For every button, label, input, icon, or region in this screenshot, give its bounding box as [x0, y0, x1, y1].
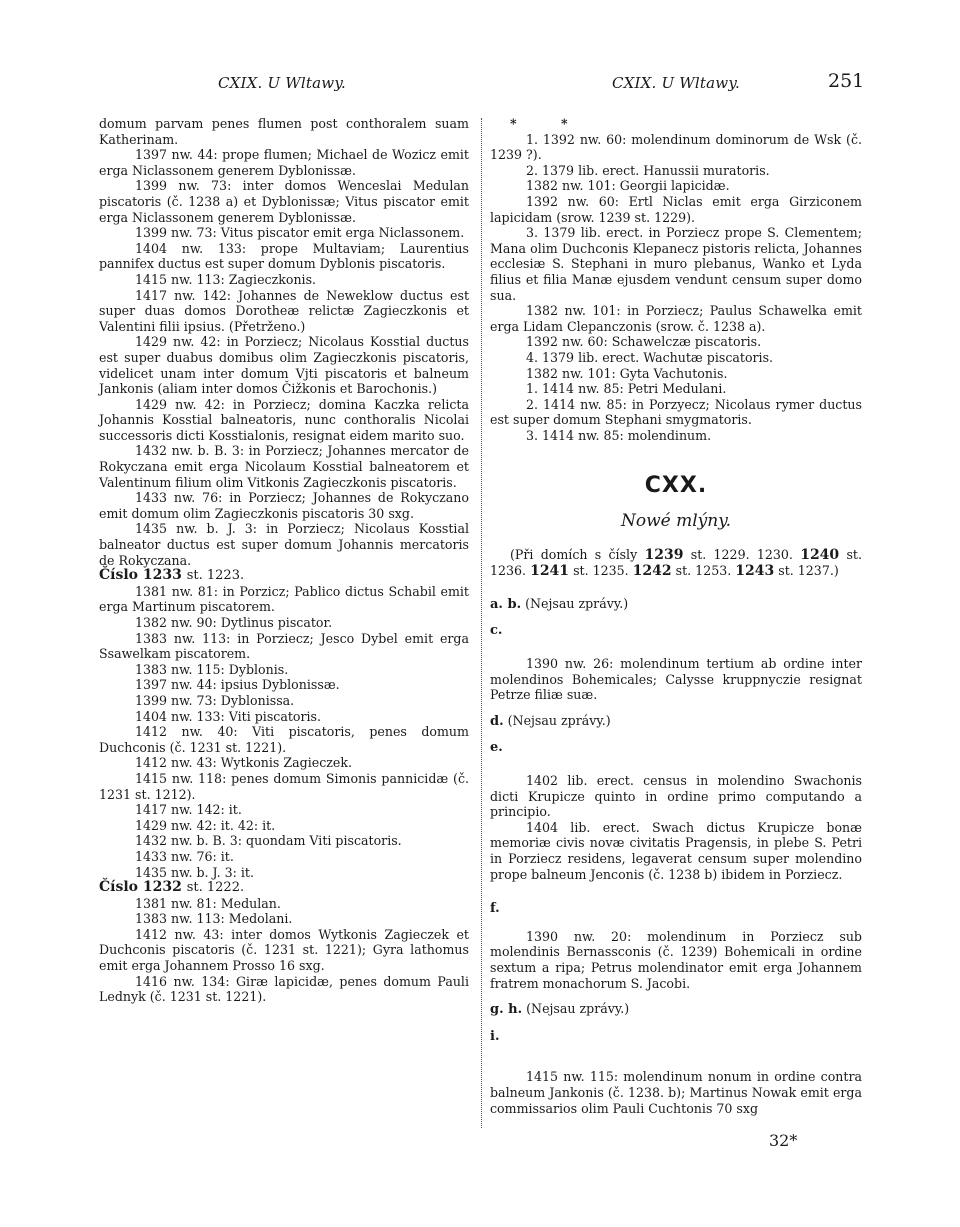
- entry: 1381 nw. 81: Medulan.: [135, 895, 281, 911]
- subsection-ab: [490, 596, 862, 613]
- running-head-left: CXIX. U Wltawy.: [218, 74, 346, 92]
- entry: 1392 nw. 60: Ertl Niclas emit erga Girziconem lapicidam (srow. 1239 st. 1229).: [490, 193, 862, 225]
- spacer: [490, 761, 862, 773]
- section-heading-label: Číslo 1233: [99, 567, 182, 584]
- column-divider: [481, 118, 482, 1128]
- subsection-note: (Nejsau zprávy.): [525, 595, 629, 611]
- entry: 1416 nw. 134: Giræ lapicidæ, penes domum Pauli Lednyk (č. 1231 st. 1221).: [99, 973, 469, 1005]
- right-column: [490, 116, 862, 1116]
- chapter-title: Nowé mlýny.: [621, 511, 731, 532]
- entry-continuation: domum parvam penes flumen post conthoralem suam Katherinam.: [99, 116, 469, 147]
- intro-text: st. 1229. 1230.: [690, 546, 793, 562]
- intro-text: st. 1235.: [573, 563, 629, 579]
- entry: 1381 nw. 81: in Porzicz; Pablico dictus Schabil emit erga Martinum piscatorem.: [99, 583, 469, 615]
- subsection-note: (Nejsau zprávy.): [507, 712, 611, 728]
- chapter-intro: [490, 547, 862, 580]
- entry: 1383 nw. 113: Medolani.: [135, 911, 293, 927]
- entry: 1402 lib. erect. census in molendino Swachonis dicti Krupicze quinto in ordine primo computando a principio.: [490, 773, 862, 820]
- entry: 1404 nw. 133: Viti piscatoris.: [135, 708, 322, 724]
- entry: 1399 nw. 73: Dyblonissa.: [135, 692, 295, 708]
- entry: 1415 nw. 115: molendinum nonum in ordine contra balneum Jankonis (č. 1238. b); Martinus Nowak emit erga commissarios olim Pauli Cuchtonis 70 sxg: [490, 1069, 862, 1116]
- entry: 1417 nw. 142: Johannes de Neweklow ductus est super duas domos Dorotheæ relictæ Zagieczkonis et Valentini filii ipsius. (Přetrženo.): [99, 287, 469, 334]
- subsection-label: a. b.: [490, 596, 522, 612]
- entry: 1390 nw. 20: molendinum in Porziecz sub molendinis Bernassconis (č. 1239) Bohemicali in ordine sextum a ripa; Petrus molendinator emit erga Johannem fratrem monachorum S. Jacobi.: [490, 928, 862, 991]
- spacer: [490, 644, 862, 656]
- entry: 1429 nw. 42: in Porziecz; domina Kaczka relicta Johannis Kosstial balneatoris, nunc conthoralis Nicolai successoris dicti Kosstialonis, resignat eidem marito suo.: [99, 396, 469, 443]
- house-number: 1241: [530, 563, 570, 580]
- entry: 1404 lib. erect. Swach dictus Krupicze bonæ memoriæ civis novæ civitatis Pragensis, in plebe S. Petri in Porziecz residens, legaverat censum super molendino prope balneum Jenconis (č. 1238 b) ibidem in Porziecz.: [490, 819, 862, 882]
- intro-text: st. 1236.: [490, 546, 862, 579]
- entry: 1399 nw. 73: Vitus piscator emit erga Niclassonem.: [135, 225, 465, 241]
- intro-text: (Při domích s čísly: [510, 546, 638, 562]
- subsection-f: [490, 900, 862, 917]
- entry: 1404 nw. 133: prope Multaviam; Laurentius pannifex ductus est super domum Dyblonis piscatoris.: [99, 240, 469, 272]
- house-number: 1239: [644, 546, 684, 563]
- subsection-label: c.: [490, 623, 503, 639]
- subsection-label: d.: [490, 713, 504, 729]
- section-heading-label: Číslo 1232: [99, 879, 182, 896]
- house-number: 1242: [632, 563, 672, 580]
- entry: 1432 nw. b. B. 3: quondam Viti piscatoris.: [135, 833, 402, 849]
- entry: 1412 nw. 43: inter domos Wytkonis Zagieczek et Duchconis piscatoris (č. 1231 st. 1221); Gyra lathomus emit erga Johannem Prosso 16 sxg.: [99, 926, 469, 974]
- entry: 2. 1379 lib. erect. Hanussii muratoris.: [526, 162, 770, 178]
- entry: 4. 1379 lib. erect. Wachutæ piscatoris.: [526, 349, 774, 365]
- section-heading-1233: [99, 568, 469, 584]
- page-number: 251: [828, 70, 865, 92]
- entry: 1383 nw. 115: Dyblonis.: [135, 661, 289, 677]
- entry: 1429 nw. 42: in Porziecz; Nicolaus Kosstial ductus est super duabus domibus olim Zagieczkonis piscatoris, videlicet unam inter domum Vjti piscatoris et balneum Jankonis (aliam inter domos Čižkonis et Barochonis.): [99, 334, 469, 397]
- left-column: [99, 116, 469, 1005]
- intro-text: st. 1253.: [675, 563, 732, 579]
- subsection-label: f.: [490, 901, 500, 917]
- subsection-e: [490, 739, 862, 756]
- subsection-label: i.: [490, 1028, 500, 1044]
- subsection-label: e.: [490, 740, 503, 756]
- spacer: [490, 1049, 862, 1069]
- intro-text: st. 1237.): [778, 563, 839, 579]
- entry: 3. 1379 lib. erect. in Porziecz prope S. Clementem; Mana olim Duchconis Klepanecz pistoris relicta, Johannes ecclesiæ S. Stephani in muro plebanus, Wanko et Lyda filius et filia Manæ ejusdem vendunt censum super domo sua.: [490, 225, 862, 303]
- entry: 1415 nw. 113: Zagieczkonis.: [135, 271, 317, 287]
- entry: 1397 nw. 44: ipsius Dyblonissæ.: [135, 677, 340, 693]
- section-heading-st: st. 1223.: [186, 568, 245, 584]
- entry: 1399 nw. 73: inter domos Wenceslai Medulan piscatoris (č. 1238 a) et Dyblonissæ; Vitus piscator emit erga Niclassonem generem Dyblonissæ.: [99, 178, 469, 225]
- entry: 1412 nw. 43: Wytkonis Zagieczek.: [135, 755, 352, 771]
- entry: 2. 1414 nw. 85: in Porzyecz; Nicolaus rymer ductus est super domum Stephani smygmatoris.: [490, 396, 862, 428]
- subsection-d: [490, 713, 862, 730]
- entry: 3. 1414 nw. 85: molendinum.: [526, 427, 712, 443]
- subsection-note: (Nejsau zprávy.): [526, 1001, 630, 1017]
- entry: 1433 nw. 76: it.: [135, 848, 234, 864]
- section-heading-st: st. 1222.: [186, 880, 245, 896]
- entry: 1382 nw. 90: Dytlinus piscator.: [135, 615, 333, 630]
- house-number: 1240: [800, 546, 840, 563]
- entry: 1. 1392 nw. 60: molendinum dominorum de Wsk (č. 1239 ?).: [490, 131, 862, 163]
- entry: 1429 nw. 42: it. 42: it.: [135, 817, 276, 833]
- running-head-right: CXIX. U Wltawy.: [612, 74, 740, 92]
- entry: 1397 nw. 44: prope flumen; Michael de Wozicz emit erga Niclassonem generem Dyblonissæ.: [99, 147, 469, 178]
- entry: 1390 nw. 26: molendinum tertium ab ordine inter molendinos Bohemicales; Calysse kruppnyczie resignat Petrze filiæ suæ.: [490, 656, 862, 703]
- subsection-gh: [490, 1001, 862, 1018]
- signature-mark: 32*: [769, 1131, 798, 1150]
- subsection-i: [490, 1028, 862, 1045]
- entry: 1433 nw. 76: in Porziecz; Johannes de Rokyczano emit domum olim Zagieczkonis piscatoris 30 sxg.: [99, 490, 469, 521]
- entry: 1415 nw. 118: penes domum Simonis pannicidæ (č. 1231 st. 1212).: [99, 770, 469, 802]
- entry: 1435 nw. b. J. 3: in Porziecz; Nicolaus Kosstial balneator ductus est super domum Johannis mercatoris de Rokyczana.: [99, 521, 469, 568]
- entry: 1432 nw. b. B. 3: in Porziecz; Johannes mercator de Rokyczana emit erga Nicolaum Kosstial balneatorem et Valentinum filium olim Vitkonis Zagieczkonis piscatoris.: [99, 443, 469, 490]
- chapter-number: CXX.: [644, 473, 708, 499]
- entry: 1412 nw. 40: Viti piscatoris, penes domum Duchconis (č. 1231 st. 1221).: [99, 724, 469, 755]
- section-separator-stars: * *: [510, 116, 588, 131]
- section-heading-1232: [99, 880, 469, 896]
- subsection-c: [490, 622, 862, 639]
- entry: 1383 nw. 113: in Porziecz; Jesco Dybel emit erga Ssawelkam piscatorem.: [99, 630, 469, 662]
- entry: 1382 nw. 101: in Porziecz; Paulus Schawelka emit erga Lidam Clepanczonis (srow. č. 1238 a).: [490, 303, 862, 334]
- house-number: 1243: [735, 563, 775, 580]
- entry: 1392 nw. 60: Schawelczæ piscatoris.: [526, 334, 762, 350]
- subsection-label: g. h.: [490, 1002, 523, 1018]
- entry: 1435 nw. b. J. 3: it.: [135, 864, 254, 880]
- entry: 1382 nw. 101: Gyta Vachutonis.: [526, 365, 728, 381]
- entry: 1. 1414 nw. 85: Petri Medulani.: [526, 381, 727, 397]
- entry: 1417 nw. 142: it.: [135, 802, 242, 818]
- entry: 1382 nw. 101: Georgii lapicidæ.: [526, 178, 730, 194]
